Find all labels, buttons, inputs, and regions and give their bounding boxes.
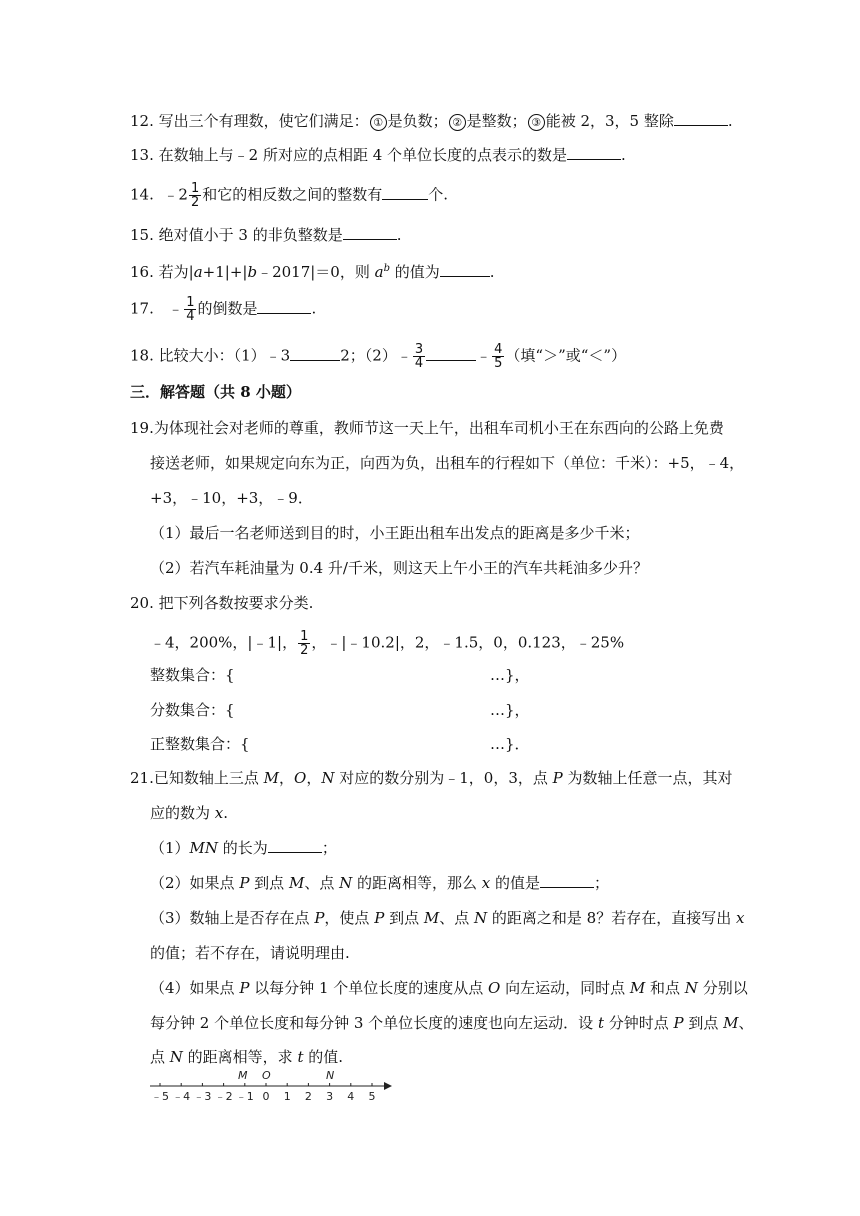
number-line-figure <box>148 1066 398 1106</box>
variable: N <box>473 909 488 927</box>
fraction <box>189 182 201 209</box>
section-heading: 三．解答题（共 8 小题） <box>130 383 301 401</box>
question-text: 的值是 <box>490 874 541 892</box>
variable: P <box>239 874 250 892</box>
question-text: 向左运动，同时点 <box>500 979 630 997</box>
integer-set-end: …}， <box>490 666 530 684</box>
fraction-numerator: 1 <box>186 295 195 310</box>
question-19-line-2: 接送老师，如果规定向东为正，向西为负，出租车的行程如下（单位：千米）：+5，﹣4， <box>150 454 745 472</box>
question-text: 到点 <box>249 874 289 892</box>
answer-blank <box>440 262 490 277</box>
label-O: O <box>262 1069 271 1082</box>
variable: N <box>339 874 353 892</box>
punctuation: . <box>489 263 495 281</box>
number-line-tick-label: ﹣3 <box>193 1090 212 1103</box>
question-text: 个. <box>428 185 449 204</box>
question-18 <box>130 343 626 370</box>
question-text: 和它的相反数之间的整数有 <box>202 185 383 204</box>
question-text: 能被 2，3，5 整除 <box>545 112 674 130</box>
question-number: 12. <box>130 112 154 130</box>
answer-blank <box>567 145 621 160</box>
question-text: 绝对值小于 3 的非负整数是 <box>158 226 343 244</box>
fraction-numerator: 3 <box>414 342 424 357</box>
question-text: ﹣ <box>476 346 492 365</box>
question-text: 对应的数分别为﹣1，0，3，点 <box>334 769 553 787</box>
punctuation: . <box>223 804 229 822</box>
fraction-denominator: 2 <box>300 643 309 658</box>
question-text: 写出三个有理数，使它们满足： <box>158 112 369 130</box>
fraction-numerator: 1 <box>190 181 200 196</box>
answer-blank <box>382 185 428 200</box>
question-text: 到点 <box>683 1014 724 1032</box>
variable: N <box>321 769 335 787</box>
fraction-denominator: 4 <box>186 309 195 324</box>
fraction-set-label: 分数集合：{ <box>150 701 235 719</box>
question-20-line-1 <box>130 593 313 613</box>
punctuation: ， <box>306 769 322 787</box>
question-19-sub-2: （2）若汽车耗油量为 0.4 升/千米，则这天上午小王的汽车共耗油多少升？ <box>150 559 648 577</box>
number-line-tick-label: 2 <box>304 1090 312 1103</box>
punctuation: ， <box>279 769 295 787</box>
answer-blank <box>540 873 594 888</box>
question-text: 和点 <box>645 979 685 997</box>
question-text: （2）如果点 <box>150 874 240 892</box>
question-text: 的倒数是 <box>197 299 258 318</box>
question-text: ﹣2017|＝0，则 <box>257 263 375 281</box>
number-list: ，﹣|﹣10.2|，2，﹣1.5，0，0.123，﹣25% <box>311 633 625 652</box>
question-19-line-1 <box>130 418 724 438</box>
question-text: 的值. <box>303 1048 344 1066</box>
minus-sign: ﹣ <box>168 299 184 318</box>
label-M: M <box>238 1069 248 1082</box>
question-number: 17. <box>130 299 154 318</box>
circled-number: ② <box>449 114 466 131</box>
question-21-line-2 <box>150 803 228 823</box>
variable: P <box>239 979 250 997</box>
variable: P <box>673 1014 684 1032</box>
fraction <box>298 630 310 657</box>
question-text: 为数轴上任意一点，其对 <box>562 769 733 787</box>
punctuation: 、 <box>738 1014 754 1032</box>
fraction <box>413 343 425 370</box>
question-text: 分钟时点 <box>603 1014 674 1032</box>
question-text: 每分钟 2 个单位长度和每分钟 3 个单位长度的速度也向左运动．设 <box>150 1014 598 1032</box>
number-line-tick-label: 1 <box>283 1090 291 1103</box>
answer-blank <box>426 346 476 361</box>
question-15 <box>130 225 402 245</box>
question-text: 以每分钟 1 个单位长度的速度从点 <box>249 979 489 997</box>
variable: x <box>214 804 224 822</box>
punctuation: . <box>727 112 733 130</box>
question-text: 比较大小：（1）﹣3 <box>158 346 291 365</box>
answer-blank <box>674 111 728 126</box>
punctuation: . <box>621 146 626 164</box>
question-number: 20. <box>130 594 154 612</box>
question-text: 为体现社会对老师的尊重，教师节这一天上午，出租车司机小王在东西向的公路上免费 <box>153 419 724 437</box>
number-line-tick-label: 5 <box>368 1090 376 1103</box>
question-21-sub-2 <box>150 873 609 893</box>
number-line-tick-label: 3 <box>326 1090 334 1103</box>
question-21-sub-4-line-2 <box>150 1013 754 1033</box>
question-text: 应的数为 <box>150 804 215 822</box>
question-13 <box>130 145 626 165</box>
variable: N <box>169 1048 183 1066</box>
question-text: 、点 <box>439 909 474 927</box>
punctuation: ； <box>594 874 610 892</box>
question-14 <box>130 182 448 209</box>
answer-blank <box>257 299 311 314</box>
question-text: 的值为 <box>389 263 440 281</box>
question-21-sub-1 <box>150 838 337 858</box>
question-text: 的长为 <box>218 839 268 857</box>
question-text: 的距离相等，求 <box>182 1048 298 1066</box>
question-text: ，使点 <box>324 909 375 927</box>
question-number: 19. <box>130 419 154 437</box>
question-21-sub-3-line-2: 的值；若不存在，请说明理由. <box>150 944 350 962</box>
question-number: 18. <box>130 346 154 365</box>
question-text: 是负数； <box>387 112 448 130</box>
positive-integer-set-label: 正整数集合：{ <box>150 735 250 753</box>
number-line-tick-label: ﹣4 <box>172 1090 191 1103</box>
number-line-tick-label: 0 <box>262 1090 270 1103</box>
variable: M <box>423 909 440 927</box>
question-21-sub-4-line-3 <box>150 1047 343 1067</box>
question-text: （4）如果点 <box>150 979 240 997</box>
question-text: （3）数轴上是否存在点 <box>150 909 315 927</box>
variable: M <box>629 979 646 997</box>
question-text: 在数轴上与﹣2 所对应的点相距 4 个单位长度的点表示的数是 <box>158 146 568 164</box>
number-line-arrow <box>384 1082 392 1090</box>
variable: M <box>263 769 279 787</box>
punctuation: ； <box>321 839 337 857</box>
sub-number: （1） <box>150 839 190 857</box>
variable: x <box>735 909 745 927</box>
question-text: 的距离之和是 8？若存在，直接写出 <box>487 909 736 927</box>
answer-blank <box>290 346 340 361</box>
variable: b <box>247 263 258 281</box>
question-text: 到点 <box>384 909 424 927</box>
punctuation: . <box>311 299 317 318</box>
question-19-line-3: +3，﹣10，+3，﹣9． <box>150 489 313 507</box>
variable: O <box>294 769 307 787</box>
fraction-numerator: 4 <box>494 342 503 357</box>
question-21-sub-3 <box>150 908 744 928</box>
question-text: +1|+| <box>202 263 248 281</box>
variable: P <box>314 909 325 927</box>
fraction <box>184 296 196 323</box>
question-text: 分别以 <box>697 979 748 997</box>
positive-integer-set-end: …}． <box>490 735 530 753</box>
number-line-tick-label: ﹣5 <box>151 1090 169 1103</box>
question-number: 15. <box>130 226 154 244</box>
fraction-set-end: …}， <box>490 701 530 719</box>
number-line-tick-label: ﹣1 <box>235 1090 254 1103</box>
question-16 <box>130 259 495 282</box>
number-line-tick-label: ﹣2 <box>214 1090 233 1103</box>
question-21-line-1 <box>130 768 733 788</box>
question-17 <box>130 296 316 323</box>
number-line-tick-label: 4 <box>347 1090 355 1103</box>
variable: P <box>374 909 385 927</box>
answer-blank <box>343 225 397 240</box>
question-20-numbers <box>150 630 624 657</box>
question-text: 已知数轴上三点 <box>153 769 264 787</box>
label-N: N <box>326 1069 335 1082</box>
question-text: 、点 <box>304 874 340 892</box>
variable: M <box>288 874 305 892</box>
variable: MN <box>189 839 219 857</box>
variable: a <box>193 263 203 281</box>
number-list: ﹣4，200%，|﹣1|， <box>150 633 298 652</box>
question-19-sub-1: （1）最后一名老师送到目的时，小王距出租车出发点的距离是多少千米； <box>150 524 640 542</box>
variable: P <box>552 769 563 787</box>
question-12 <box>130 111 733 131</box>
question-text: 点 <box>150 1048 170 1066</box>
answer-blank <box>268 838 322 853</box>
circled-number: ① <box>370 114 387 131</box>
variable: t <box>297 1048 304 1066</box>
question-number: 13. <box>130 146 154 164</box>
question-number: 16. <box>130 263 154 281</box>
question-text: （填“＞”或“＜”） <box>505 346 627 365</box>
fraction-numerator: 1 <box>300 629 309 644</box>
fraction-denominator: 5 <box>494 356 503 371</box>
punctuation: . <box>396 226 402 244</box>
variable: M <box>723 1014 739 1032</box>
question-21-sub-4 <box>150 978 748 998</box>
variable: O <box>488 979 501 997</box>
exponent: b <box>383 263 390 274</box>
question-text: 的距离相等，那么 <box>352 874 482 892</box>
question-number: 14. <box>130 185 154 204</box>
question-number: 21. <box>130 769 154 787</box>
fraction <box>492 343 504 370</box>
variable: a <box>374 263 384 281</box>
question-text: ﹣2 <box>163 185 188 204</box>
variable: t <box>597 1014 604 1032</box>
question-text: 是整数； <box>466 112 527 130</box>
variable: x <box>481 874 491 892</box>
integer-set-label: 整数集合：{ <box>150 666 235 684</box>
question-text: 2；（2）﹣ <box>340 346 412 365</box>
question-text: 若为| <box>158 263 194 281</box>
variable: N <box>684 979 698 997</box>
circled-number: ③ <box>528 114 545 131</box>
fraction-denominator: 2 <box>190 195 200 210</box>
question-text: 把下列各数按要求分类. <box>158 594 314 612</box>
fraction-denominator: 4 <box>414 356 424 371</box>
